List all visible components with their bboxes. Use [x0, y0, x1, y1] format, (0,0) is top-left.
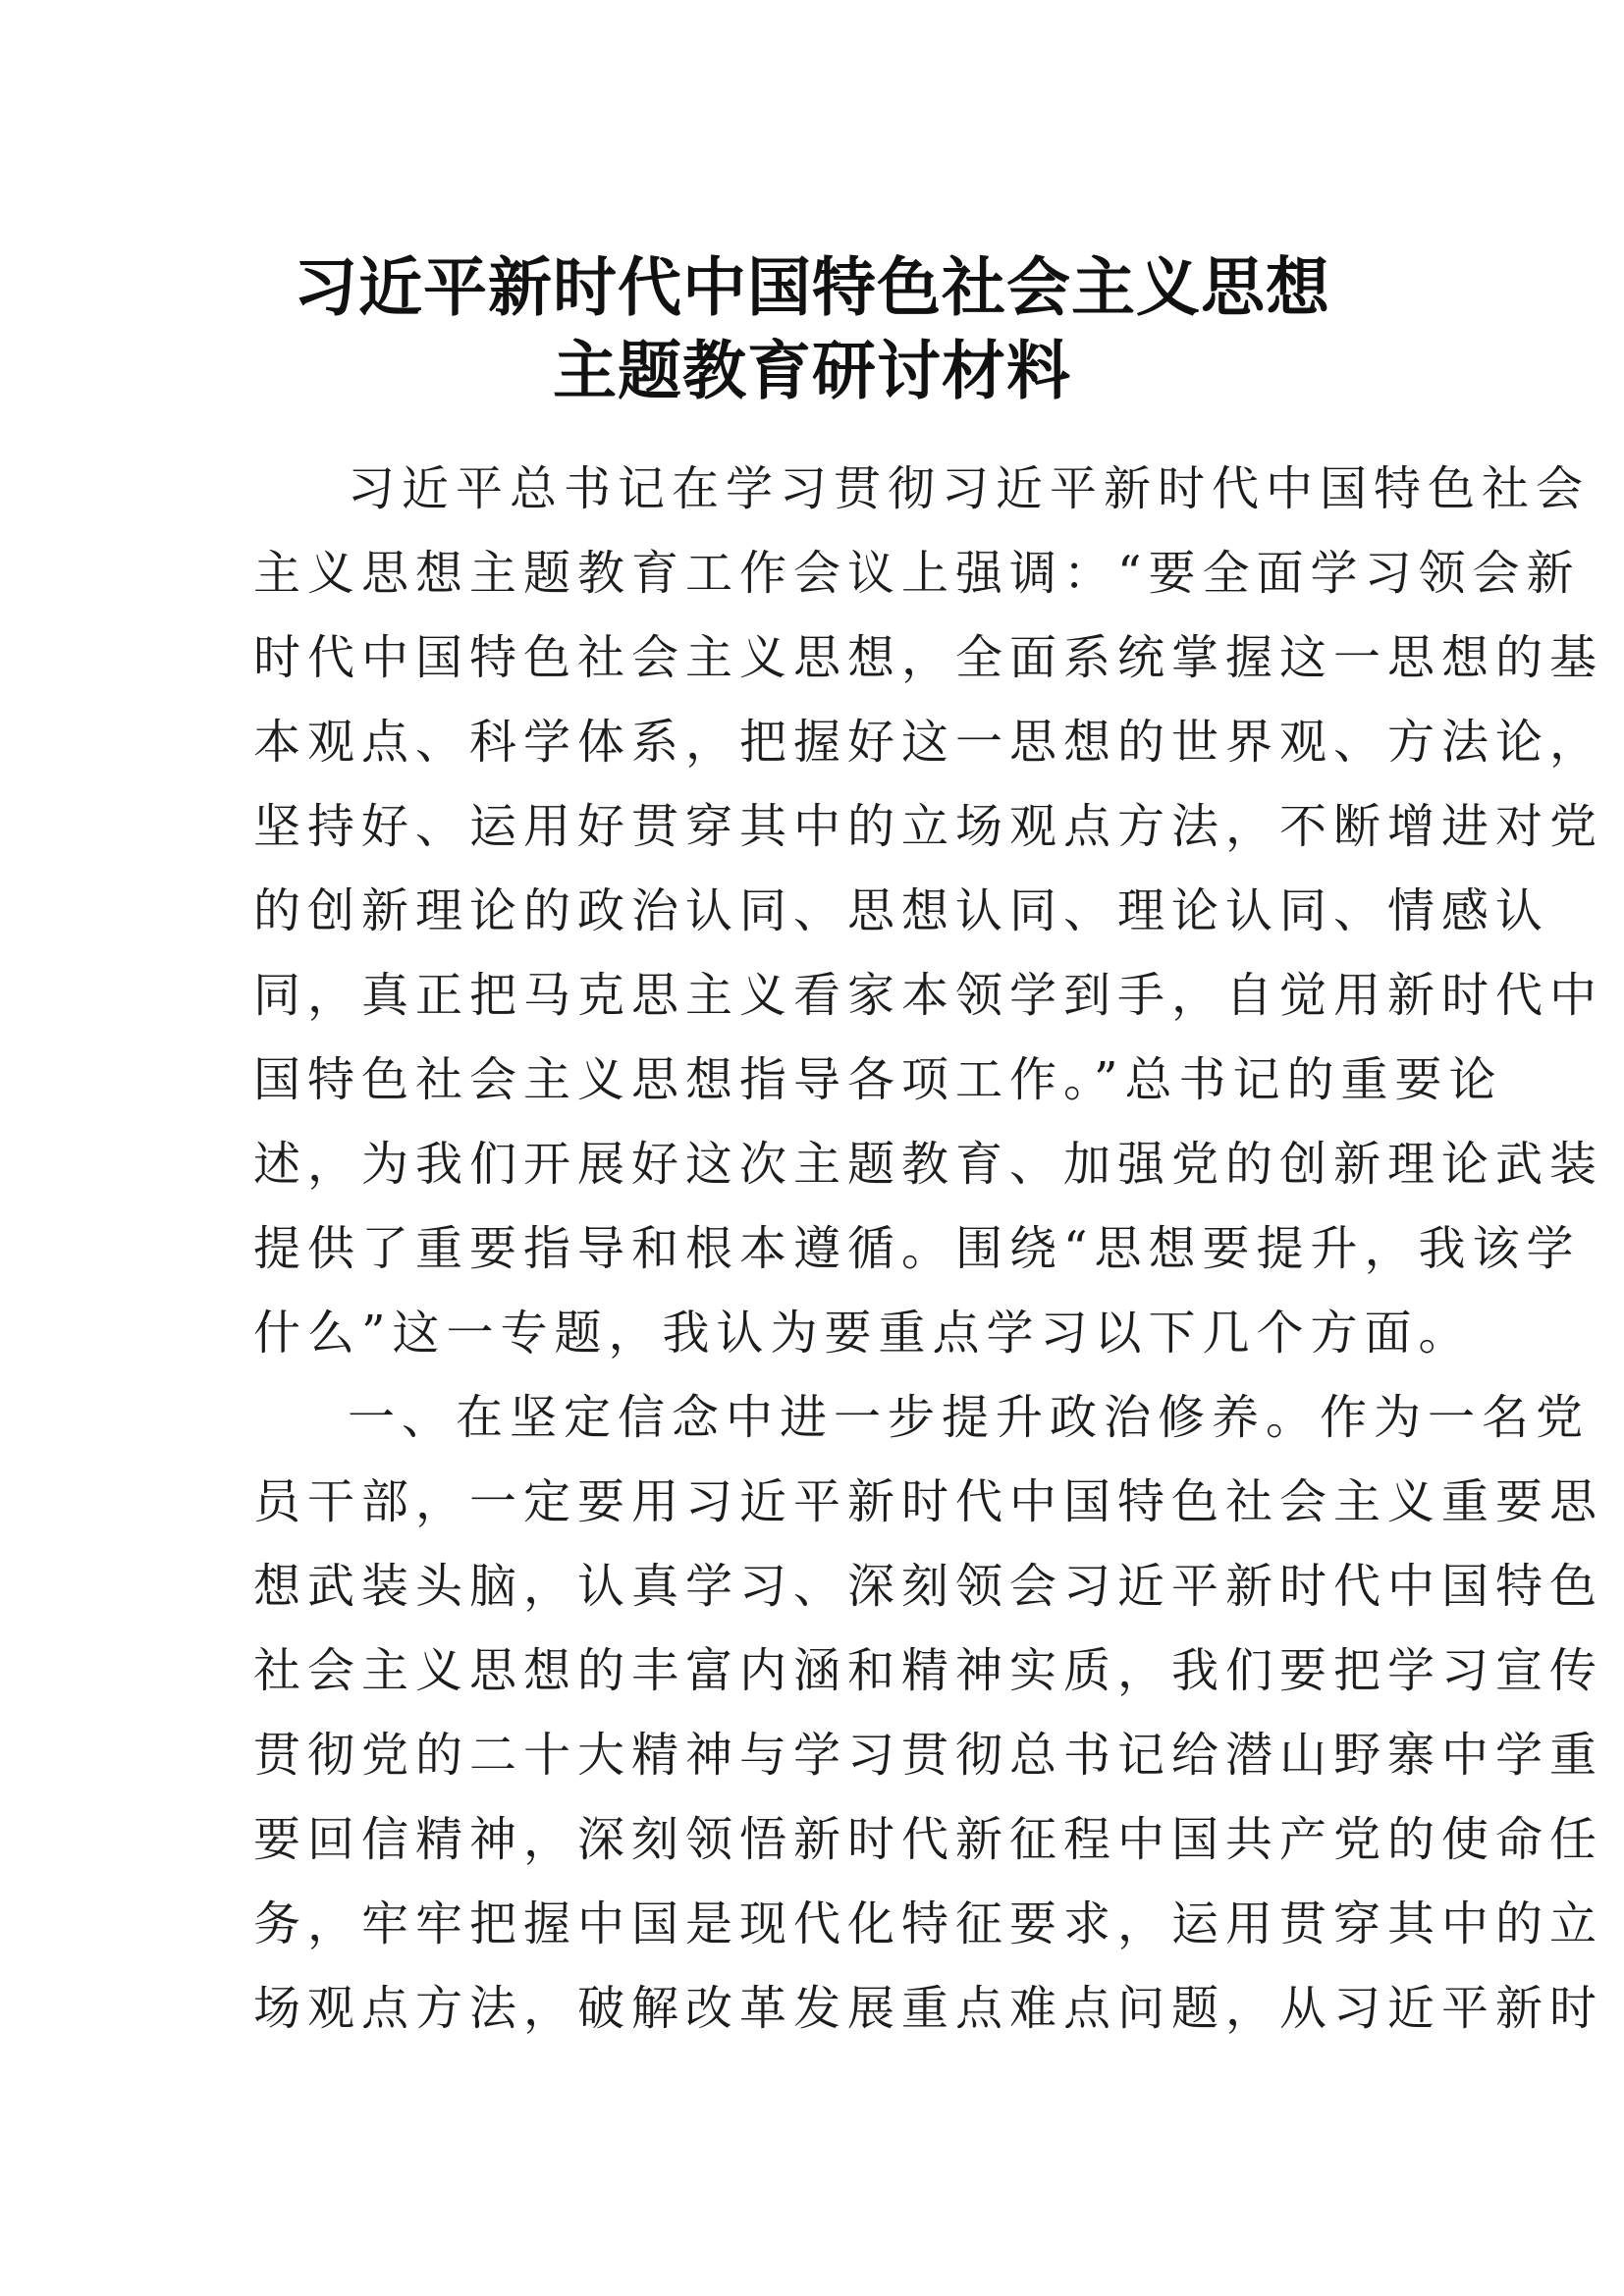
text-line: 本观点、科学体系，把握好这一思想的世界观、方法论，	[253, 715, 1604, 770]
text-line: 员干部，一定要用习近平新时代中国特色社会主义重要思	[253, 1474, 1604, 1529]
text-line: 国特色社会主义思想指导各项工作。”总书记的重要论	[253, 1052, 1503, 1107]
text-line: 贯彻党的二十大精神与学习贯彻总书记给潜山野寨中学重	[253, 1728, 1604, 1783]
text-line: 时代中国特色社会主义思想，全面系统掌握这一思想的基	[253, 630, 1604, 685]
text-line: 什么”这一专题，我认为要重点学习以下几个方面。	[253, 1306, 1473, 1361]
text-line: 务，牢牢把握中国是现代化特征要求，运用贯穿其中的立	[253, 1896, 1604, 1951]
text-line: 想武装头脑，认真学习、深刻领会习近平新时代中国特色	[253, 1559, 1604, 1614]
text-line: 坚持好、运用好贯穿其中的立场观点方法，不断增进对党	[253, 799, 1604, 854]
document-title-line-1: 习近平新时代中国特色社会主义思想	[293, 250, 1330, 325]
text-line: 要回信精神，深刻领悟新时代新征程中国共产党的使命任	[253, 1812, 1604, 1867]
text-line: 场观点方法，破解改革发展重点难点问题，从习近平新时	[253, 1981, 1604, 2036]
text-line: 习近平总书记在学习贯彻习近平新时代中国特色社会	[348, 461, 1591, 516]
text-line: 提供了重要指导和根本遵循。围绕“思想要提升，我该学	[253, 1221, 1581, 1276]
text-line: 述，为我们开展好这次主题教育、加强党的创新理论武装	[253, 1137, 1604, 1192]
document-title-line-2: 主题教育研讨材料	[552, 334, 1071, 408]
text-line: 的创新理论的政治认同、思想认同、理论认同、情感认	[253, 883, 1550, 938]
text-line: 同，真正把马克思主义看家本领学到手，自觉用新时代中	[253, 968, 1604, 1023]
document-body	[253, 447, 1604, 2051]
text-line: 主义思想主题教育工作会议上强调：“要全面学习领会新	[253, 546, 1581, 601]
text-line: 一、在坚定信念中进一步提升政治修养。作为一名党	[348, 1390, 1591, 1445]
text-line: 社会主义思想的丰富内涵和精神实质，我们要把学习宣传	[253, 1643, 1604, 1698]
